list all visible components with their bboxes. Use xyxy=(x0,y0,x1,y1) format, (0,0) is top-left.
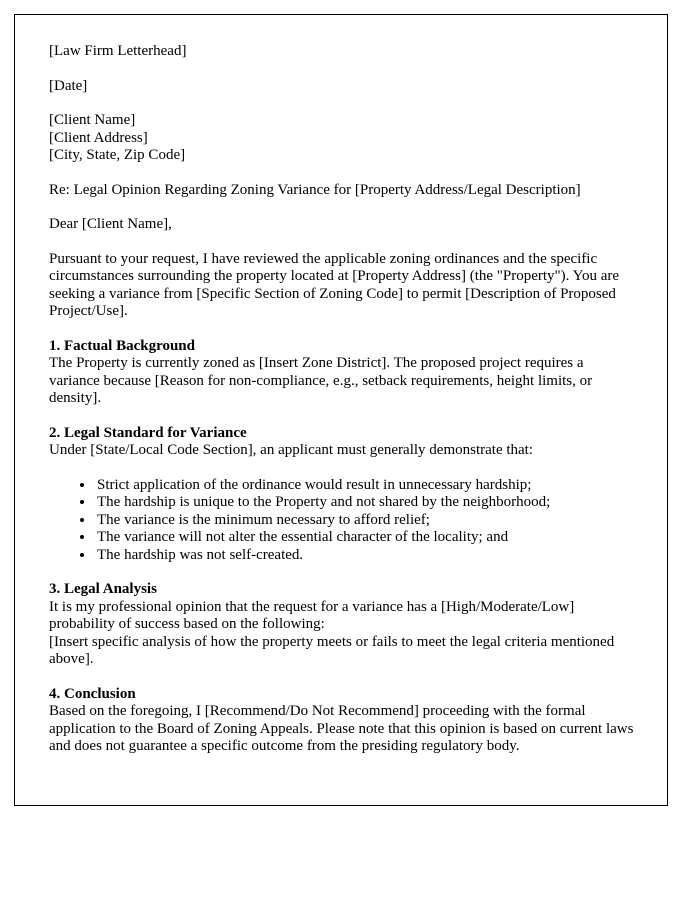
list-item: • The variance will not alter the essential character of the locality; and xyxy=(95,529,635,547)
salutation: Dear [Client Name], xyxy=(49,216,172,232)
recipient-address: [Client Address] xyxy=(49,129,148,146)
recipient-city-state-zip: [City, State, Zip Code] xyxy=(49,147,186,163)
list-item: • Strict application of the ordinance would result in unnecessary hardship; xyxy=(95,477,635,495)
section-body-analysis: [Insert specific analysis of how the property meets or fails to meet the legal criteria mentioned above]. xyxy=(49,633,615,667)
letter-body xyxy=(49,43,635,756)
letterhead-placeholder: [Law Firm Letterhead] xyxy=(49,43,187,59)
intro-paragraph: Pursuant to your request, I have reviewed the applicable zoning ordinances and the specific circumstances surrounding the property located at [Property Address] (the "Property"). You are seeking a variance from [Specific Section of Zoning Code] to permit [Description of Proposed Project/Use]. xyxy=(49,250,620,319)
recipient-name: [Client Name] xyxy=(49,112,136,128)
list-item: • The variance is the minimum necessary to afford relief; xyxy=(95,512,635,530)
section-factual-background xyxy=(49,338,635,408)
section-body: It is my professional opinion that the request for a variance has a [High/Moderate/Low] probability of success based on the following: xyxy=(49,598,575,632)
section-legal-standard xyxy=(49,425,635,565)
re-line: Re: Legal Opinion Regarding Zoning Variance for [Property Address/Legal Description] xyxy=(49,181,581,198)
list-item: • The hardship is unique to the Property and not shared by the neighborhood; xyxy=(95,494,635,512)
recipient-block xyxy=(49,112,635,165)
section-body: The Property is currently zoned as [Insert Zone District]. The proposed project requires a variance because [Reason for non-compliance, e.g., setback requirements, height limits, or density]. xyxy=(49,355,593,406)
section-heading: 3. Legal Analysis xyxy=(49,581,157,597)
section-heading: 1. Factual Background xyxy=(49,337,195,354)
section-body: Based on the foregoing, I [Recommend/Do Not Recommend] proceeding with the formal application to the Board of Zoning Appeals. Please note that this opinion is based on current laws and does not guarantee a specific outcome from the presiding regulatory body. xyxy=(49,703,634,754)
section-heading: 4. Conclusion xyxy=(49,685,136,702)
date-line: [Date] xyxy=(49,77,88,94)
section-body: Under [State/Local Code Section], an applicant must generally demonstrate that: xyxy=(49,442,534,458)
variance-criteria-list xyxy=(49,477,635,565)
letter-document xyxy=(14,14,668,806)
section-heading: 2. Legal Standard for Variance xyxy=(49,424,247,441)
section-conclusion xyxy=(49,686,635,756)
section-legal-analysis xyxy=(49,581,635,669)
list-item: • The hardship was not self-created. xyxy=(95,547,635,565)
